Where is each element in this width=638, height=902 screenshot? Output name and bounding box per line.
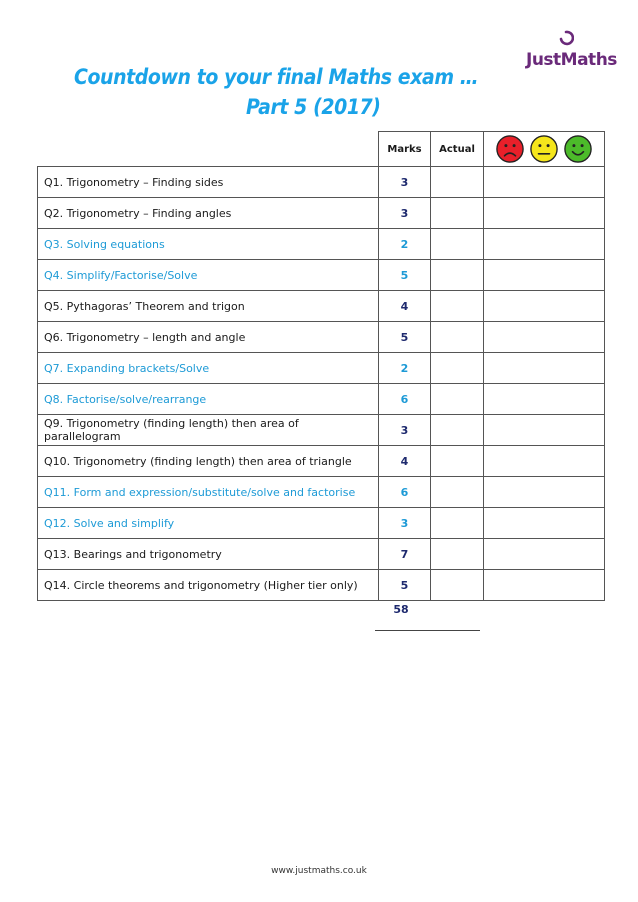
logo-text: JustMaths xyxy=(526,50,617,70)
actual-cell[interactable] xyxy=(431,291,484,322)
neutral-face-icon xyxy=(529,134,559,164)
actual-cell[interactable] xyxy=(431,260,484,291)
confidence-cell[interactable] xyxy=(484,198,605,229)
question-cell: Q10. Trigonometry (finding length) then area of triangle xyxy=(38,446,379,477)
actual-cell[interactable] xyxy=(431,353,484,384)
table-row xyxy=(38,167,605,198)
footer-url: www.justmaths.co.uk xyxy=(271,866,367,876)
table-row xyxy=(38,477,605,508)
title-line-1: Countdown to your final Maths exam … xyxy=(74,65,479,89)
question-cell: Q14. Circle theorems and trigonometry (Higher tier only) xyxy=(38,570,379,601)
table-header-row xyxy=(38,132,605,167)
question-cell: Q6. Trigonometry – length and angle xyxy=(38,322,379,353)
actual-cell[interactable] xyxy=(431,446,484,477)
table-row xyxy=(38,229,605,260)
total-marks: 58 xyxy=(393,603,409,616)
marks-cell: 5 xyxy=(379,322,431,353)
table-row xyxy=(38,353,605,384)
actual-cell[interactable] xyxy=(431,198,484,229)
confidence-cell[interactable] xyxy=(484,322,605,353)
table-row xyxy=(38,508,605,539)
actual-cell[interactable] xyxy=(431,384,484,415)
logo-swirl-icon xyxy=(558,30,574,48)
actual-cell[interactable] xyxy=(431,477,484,508)
question-cell: Q12. Solve and simplify xyxy=(38,508,379,539)
confidence-cell[interactable] xyxy=(484,384,605,415)
question-cell: Q1. Trigonometry – Finding sides xyxy=(38,167,379,198)
confidence-cell[interactable] xyxy=(484,508,605,539)
confidence-cell[interactable] xyxy=(484,167,605,198)
confidence-cell[interactable] xyxy=(484,353,605,384)
question-cell: Q7. Expanding brackets/Solve xyxy=(38,353,379,384)
confidence-cell[interactable] xyxy=(484,446,605,477)
table-row xyxy=(38,415,605,446)
question-cell: Q3. Solving equations xyxy=(38,229,379,260)
table-row xyxy=(38,291,605,322)
marks-cell: 3 xyxy=(379,415,431,446)
marks-table xyxy=(37,131,605,601)
marks-cell: 2 xyxy=(379,353,431,384)
question-cell: Q2. Trigonometry – Finding angles xyxy=(38,198,379,229)
title-line-2: Part 5 (2017) xyxy=(246,95,381,119)
marks-cell: 6 xyxy=(379,384,431,415)
actual-cell[interactable] xyxy=(431,229,484,260)
actual-cell[interactable] xyxy=(431,539,484,570)
actual-header: Actual xyxy=(431,132,484,167)
table-row xyxy=(38,384,605,415)
actual-cell[interactable] xyxy=(431,322,484,353)
confidence-cell[interactable] xyxy=(484,229,605,260)
table-row xyxy=(38,539,605,570)
question-cell: Q8. Factorise/solve/rearrange xyxy=(38,384,379,415)
table-row xyxy=(38,446,605,477)
confidence-cell[interactable] xyxy=(484,539,605,570)
marks-cell: 5 xyxy=(379,570,431,601)
confidence-cell[interactable] xyxy=(484,260,605,291)
justmaths-logo xyxy=(526,30,617,74)
marks-header: Marks xyxy=(379,132,431,167)
confidence-cell[interactable] xyxy=(484,477,605,508)
table-row xyxy=(38,322,605,353)
total-underline xyxy=(375,630,480,631)
marks-cell: 3 xyxy=(379,508,431,539)
table-row xyxy=(38,260,605,291)
table-row xyxy=(38,198,605,229)
question-cell: Q11. Form and expression/substitute/solve and factorise xyxy=(38,477,379,508)
marks-cell: 4 xyxy=(379,291,431,322)
confidence-cell[interactable] xyxy=(484,570,605,601)
marks-cell: 3 xyxy=(379,198,431,229)
marks-cell: 2 xyxy=(379,229,431,260)
marks-cell: 6 xyxy=(379,477,431,508)
question-cell: Q9. Trigonometry (finding length) then area of parallelogram xyxy=(38,415,379,446)
marks-cell: 5 xyxy=(379,260,431,291)
confidence-cell[interactable] xyxy=(484,415,605,446)
faces-header xyxy=(484,132,605,167)
question-cell: Q4. Simplify/Factorise/Solve xyxy=(38,260,379,291)
question-cell: Q13. Bearings and trigonometry xyxy=(38,539,379,570)
actual-cell[interactable] xyxy=(431,415,484,446)
actual-cell[interactable] xyxy=(431,167,484,198)
marks-cell: 3 xyxy=(379,167,431,198)
actual-cell[interactable] xyxy=(431,570,484,601)
actual-cell[interactable] xyxy=(431,508,484,539)
marks-cell: 4 xyxy=(379,446,431,477)
header-blank-cell xyxy=(38,132,379,167)
happy-face-icon xyxy=(563,134,593,164)
sad-face-icon xyxy=(495,134,525,164)
marks-cell: 7 xyxy=(379,539,431,570)
table-row xyxy=(38,570,605,601)
question-cell: Q5. Pythagoras’ Theorem and trigon xyxy=(38,291,379,322)
confidence-cell[interactable] xyxy=(484,291,605,322)
page-title xyxy=(74,62,504,122)
